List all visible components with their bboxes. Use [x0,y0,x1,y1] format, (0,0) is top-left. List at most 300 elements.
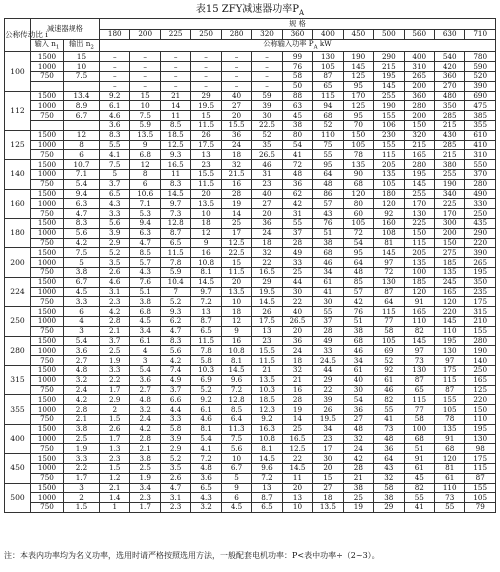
power-cell: 11.5 [252,356,282,366]
power-cell: 6.5 [191,326,221,336]
power-cell: 480 [435,91,465,101]
table-row [5,238,496,248]
power-cell: 16 [221,179,251,189]
power-cell: 76 [313,218,343,228]
power-cell: 41 [313,287,343,297]
power-cell: 33 [313,346,343,356]
power-cell: 20 [282,483,312,493]
power-cell: 3.4 [130,483,160,493]
power-cell: 8.7 [160,228,190,238]
power-cell: 28 [282,238,312,248]
ratio-cell: 280 [5,336,31,365]
input-speed-cell: 1000 [31,287,64,297]
power-cell: 115 [313,91,343,101]
power-cell: 13.5 [191,199,221,209]
power-cell: 11.5 [160,248,190,258]
table-row [5,130,496,140]
power-cell: – [252,72,282,82]
input-speed-cell: 750 [31,444,64,454]
input-speed-cell: 1000 [31,375,64,385]
power-cell: 46 [343,346,373,356]
power-cell: 225 [404,218,434,228]
table-row [5,101,496,111]
power-cell: 26.5 [282,316,312,326]
power-cell: 8.1 [191,424,221,434]
power-cell: 155 [465,326,496,336]
input-speed-cell: 1500 [31,91,64,101]
power-cell: 155 [374,140,404,150]
power-cell: 10 [191,209,221,219]
power-cell: 490 [465,189,496,199]
power-cell: 9.6 [221,375,251,385]
power-cell: 55 [313,150,343,160]
power-cell: – [221,72,251,82]
power-cell: 75 [313,140,343,150]
power-cell: 1.9 [130,473,160,483]
table-row [5,62,496,72]
power-cell: 36 [282,179,312,189]
power-cell: 11 [282,473,312,483]
header-row-1 [5,19,496,30]
power-cell: 130 [435,346,465,356]
power-cell: – [221,62,251,72]
power-cell: 150 [404,228,434,238]
power-cell: 20 [252,209,282,219]
power-cell: 150 [343,130,373,140]
output-speed-cell: 7.5 [64,72,100,82]
table-row [5,503,496,513]
power-cell: 23 [313,434,343,444]
power-cell: 7 [160,287,190,297]
power-cell: 3.2 [191,503,221,513]
power-cell: 32 [343,434,373,444]
power-cell: – [252,62,282,72]
power-cell: 97 [404,346,434,356]
table-row [5,179,496,189]
power-cell: 7.2 [221,385,251,395]
power-cell: 36 [343,405,373,415]
power-cell: 6.6 [160,395,190,405]
power-cell: 98 [465,444,496,454]
power-cell: 88 [282,91,312,101]
input-speed-cell: 1500 [31,365,64,375]
power-cell: 4.9 [160,375,190,385]
power-cell: 3.1 [160,493,190,503]
power-cell: 200 [404,111,434,121]
power-cell: 210 [465,316,496,326]
table-row [5,121,496,131]
power-cell: 13 [282,493,312,503]
power-cell: 23 [191,160,221,170]
power-cell: 40 [282,307,312,317]
power-cell: 105 [435,405,465,415]
power-cell: – [100,52,130,62]
output-speed-cell: 6.7 [64,111,100,121]
power-cell: 7.5 [221,434,251,444]
input-speed-cell: 1000 [31,199,64,209]
input-speed-cell: 1500 [31,130,64,140]
power-cell: 8.1 [191,267,221,277]
power-cell: 200 [404,81,434,91]
power-cell: 5.6 [160,346,190,356]
power-cell: 22 [282,454,312,464]
power-cell: 19.5 [313,414,343,424]
title-subscript: A [299,9,305,17]
power-cell: 26.5 [252,150,282,160]
size-header-cell: 710 [465,29,496,40]
input-speed-header: 输入 $n_1$ [31,40,64,52]
power-cell: 3.3 [160,414,190,424]
power-cell: 51 [313,228,343,238]
power-cell: 255 [404,189,434,199]
power-cell: 420 [435,62,465,72]
output-speed-cell: 2.1 [64,414,100,424]
ratio-cell: 450 [5,454,31,483]
power-cell: – [130,81,160,91]
power-cell: 7.5 [130,111,160,121]
power-cell: 91 [435,434,465,444]
power-cell: 9.6 [252,463,282,473]
power-cell: 3.7 [160,385,190,395]
power-cell: 18 [221,307,251,317]
power-cell: 235 [465,287,496,297]
power-cell: 310 [465,150,496,160]
input-speed-cell: 750 [31,385,64,395]
power-cell: 38 [343,483,373,493]
power-cell: 3.3 [100,365,130,375]
power-cell: 215 [435,121,465,131]
power-cell: 32 [374,473,404,483]
table-row [5,473,496,483]
power-cell: 190 [374,101,404,111]
power-cell: 60 [343,209,373,219]
power-cell: 255 [435,170,465,180]
power-cell: 5.6 [100,218,130,228]
power-cell: 18 [313,493,343,503]
power-cell: 385 [465,111,496,121]
power-cell: 8.1 [252,444,282,454]
power-cell: 9 [130,140,160,150]
power-cell: 14.5 [252,297,282,307]
power-cell: 20 [282,326,312,336]
power-cell: 1.5 [100,414,130,424]
power-cell: 285 [435,111,465,121]
power-cell: 250 [465,209,496,219]
input-speed-cell: 1000 [31,140,64,150]
power-cell: 76 [282,62,312,72]
size-header-cell: 250 [191,29,221,40]
power-cell: 21 [343,473,373,483]
power-cell: 5.4 [130,365,160,375]
power-cell: 165 [465,375,496,385]
power-cell: 280 [465,179,496,189]
output-speed-cell: 3.8 [64,267,100,277]
power-cell: 155 [374,111,404,121]
power-cell: 5.7 [130,258,160,268]
output-speed-cell: 8 [64,140,100,150]
power-cell: 195 [465,424,496,434]
table-row [5,454,496,464]
power-cell: 3.2 [130,405,160,415]
power-cell: 16 [191,248,221,258]
output-speed-cell [64,121,100,131]
power-cell: 44 [282,277,312,287]
spec-group-header: 规 格 [100,19,496,30]
table-title [0,4,500,19]
power-cell: 6.9 [191,375,221,385]
power-cell: 27 [343,414,373,424]
power-cell: 21.5 [221,170,251,180]
power-cell: 61 [435,473,465,483]
power-cell: 20 [221,111,251,121]
power-cell: 28 [282,395,312,405]
ratio-cell: 250 [5,307,31,336]
power-cell: 61 [313,277,343,287]
power-cell: 5.9 [160,267,190,277]
input-speed-cell: 1500 [31,483,64,493]
power-cell: 315 [465,307,496,317]
power-cell: 16.5 [252,267,282,277]
output-speed-cell: 3.6 [64,346,100,356]
power-cell: 59 [252,91,282,101]
power-cell: 16.5 [160,160,190,170]
power-cell: 57 [343,287,373,297]
power-cell: – [130,52,160,62]
power-cell: 1.9 [100,356,130,366]
power-cell: 33 [282,258,312,268]
input-speed-cell: 1000 [31,170,64,180]
power-cell: 64 [374,454,404,464]
power-cell: 4.6 [191,414,221,424]
output-speed-cell: 2.5 [64,434,100,444]
power-cell: 48 [313,179,343,189]
table-row [5,346,496,356]
power-cell: 1.7 [100,434,130,444]
power-cell: 21 [252,365,282,375]
power-cell: 16 [221,336,251,346]
power-cell: 99 [282,52,312,62]
power-cell: 30 [282,287,312,297]
power-cell: 1.3 [100,444,130,454]
power-cell: 125 [343,101,373,111]
power-cell: 430 [435,130,465,140]
input-speed-cell: 750 [31,209,64,219]
power-cell: 520 [465,72,496,82]
power-cell: 120 [374,199,404,209]
output-speed-cell: 3 [64,326,100,336]
power-cell: 7.2 [252,473,282,483]
power-cell: 17.5 [191,140,221,150]
power-cell: 3.8 [130,454,160,464]
power-cell: 9.7 [160,199,190,209]
power-cell: 51 [404,444,434,454]
output-speed-cell: 4.2 [64,238,100,248]
input-speed-cell: 1500 [31,248,64,258]
input-speed-cell: 1500 [31,336,64,346]
power-cell: 10.3 [252,385,282,395]
power-cell: 44 [313,365,343,375]
input-speed-cell: 1000 [31,258,64,268]
output-speed-cell: 5.6 [64,228,100,238]
power-cell: 6.8 [130,307,160,317]
power-cell: 220 [465,395,496,405]
power-cell: 435 [465,218,496,228]
power-cell: 12.3 [252,405,282,415]
power-cell: 63 [282,101,312,111]
power-cell: 32 [221,160,251,170]
size-header-cell: 450 [343,29,373,40]
power-cell: 9.4 [130,218,160,228]
output-speed-cell: 6.7 [64,277,100,287]
input-speed-cell: 1000 [31,346,64,356]
table-row [5,189,496,199]
power-cell: 175 [435,365,465,375]
power-cell: 25 [282,267,312,277]
power-cell: 125 [343,72,373,82]
power-cell: 4.1 [100,150,130,160]
output-speed-cell: 3.3 [64,454,100,464]
power-cell: 110 [404,316,434,326]
power-cell: 28 [221,189,251,199]
power-cell: 49 [282,248,312,258]
power-cell: 4.8 [191,463,221,473]
power-cell: 37 [282,228,312,238]
power-cell: 36 [282,336,312,346]
power-cell: 5 [221,473,251,483]
power-cell: 18 [282,356,312,366]
output-speed-header: 输出 $n_2$ [64,40,100,52]
power-cell: 100 [404,267,434,277]
power-cell: 68 [313,111,343,121]
power-cell: 265 [404,72,434,82]
power-cell: 2.8 [130,434,160,444]
power-cell: 145 [435,316,465,326]
reducer-spec-header: 减速器规格 [31,19,100,40]
power-cell: 3.6 [100,121,130,131]
power-cell: 550 [465,160,496,170]
power-table [4,18,496,513]
power-cell: 7.2 [191,297,221,307]
power-cell: – [100,81,130,91]
power-cell: 135 [343,160,373,170]
size-header-cell: 360 [282,29,312,40]
power-cell: 13 [252,326,282,336]
power-cell: 58 [282,72,312,82]
power-cell: 2 [100,405,130,415]
power-cell: 15.5 [221,121,251,131]
power-cell: 360 [435,72,465,82]
power-cell: 2.6 [100,267,130,277]
power-cell: 5.6 [221,444,251,454]
power-cell: 145 [343,62,373,72]
power-cell: 170 [404,199,434,209]
power-cell: 280 [404,101,434,111]
power-cell: 185 [404,277,434,287]
power-cell: 15 [221,258,251,268]
power-cell: 15.5 [191,170,221,180]
table-row [5,81,496,91]
power-cell: 5.5 [100,140,130,150]
output-speed-cell [64,81,100,91]
power-cell: 24 [343,444,373,454]
table-row [5,307,496,317]
power-cell: 82 [404,326,434,336]
output-speed-cell: 7.5 [64,248,100,258]
table-row [5,444,496,454]
ratio-cell: 125 [5,130,31,159]
power-cell: 46 [374,385,404,395]
power-cell: – [130,62,160,72]
power-cell: 30 [313,454,343,464]
power-cell: 19 [282,405,312,415]
power-cell: 7.6 [130,277,160,287]
power-cell: 4.4 [160,405,190,415]
power-cell: 410 [465,140,496,150]
table-row [5,463,496,473]
power-cell: 95 [343,111,373,121]
power-cell: 3.6 [191,473,221,483]
power-cell: 5.2 [160,454,190,464]
power-cell: 86 [313,189,343,199]
power-cell: 15 [130,91,160,101]
power-cell: 15 [191,111,221,121]
power-cell: 72 [374,267,404,277]
power-cell: 14 [221,209,251,219]
power-cell: 2.2 [100,375,130,385]
power-cell: 195 [404,170,434,180]
power-cell: 135 [435,267,465,277]
power-cell: 350 [465,277,496,287]
input-speed-cell: 1500 [31,218,64,228]
power-cell: 150 [435,238,465,248]
power-cell: 18 [191,218,221,228]
size-header-cell: 200 [130,29,160,40]
power-cell: 13.5 [130,130,160,140]
power-cell: 16 [282,385,312,395]
power-cell: 105 [465,493,496,503]
power-cell: 3.7 [100,179,130,189]
header-row-3 [5,40,496,52]
power-cell: 14.5 [160,189,190,199]
power-cell: 87 [374,287,404,297]
power-cell: 4 [130,346,160,356]
power-cell: 14 [160,101,190,111]
power-cell: 145 [404,336,434,346]
power-cell: 38 [343,326,373,336]
power-cell: 2.7 [130,385,160,395]
input-speed-cell: 1000 [31,493,64,503]
power-cell: 340 [435,189,465,199]
power-cell: 37 [313,316,343,326]
table-row [5,170,496,180]
power-cell: 12.5 [221,238,251,248]
power-cell: 87 [313,72,343,82]
power-cell: 3.5 [100,258,130,268]
power-cell: 230 [374,130,404,140]
power-cell: 40 [343,375,373,385]
power-cell: 380 [435,160,465,170]
power-cell: 36 [221,130,251,140]
power-cell: 6 [130,179,160,189]
power-cell: – [191,62,221,72]
power-cell: 52 [374,356,404,366]
power-cell: 105 [374,179,404,189]
power-cell: 150 [404,121,434,131]
power-cell: 77 [374,316,404,326]
power-cell: 61 [343,365,373,375]
power-cell: 81 [435,463,465,473]
power-cell: 25 [221,218,251,228]
